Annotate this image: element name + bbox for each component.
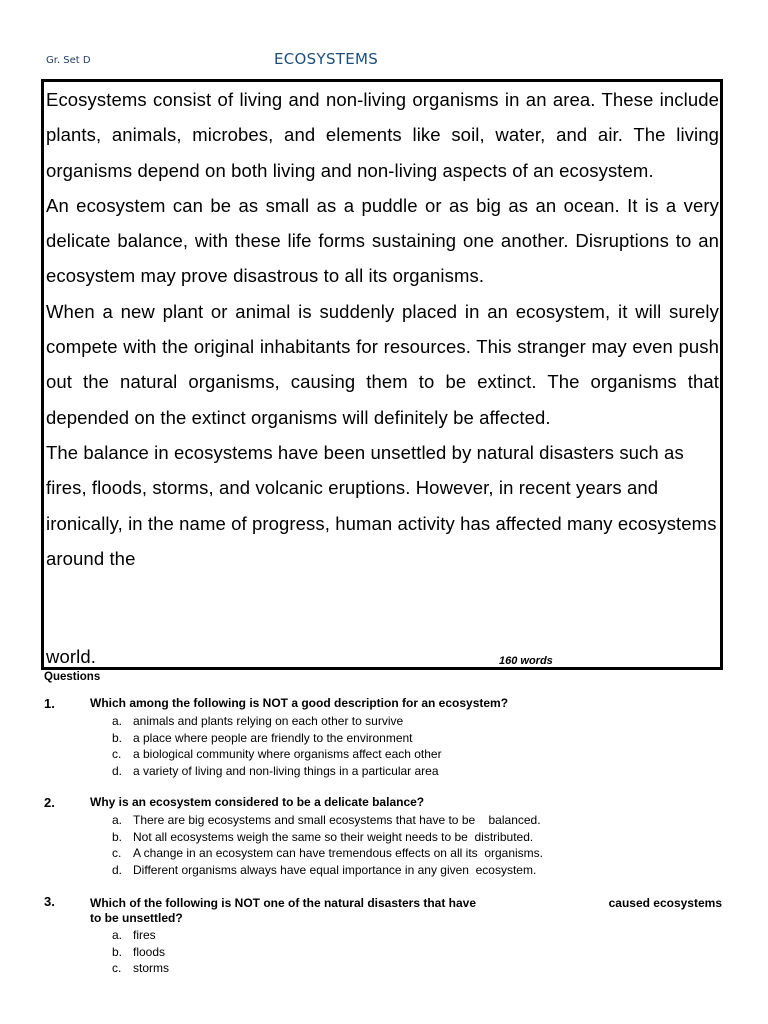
option-text: A change in an ecosystem can have tremendous effects on all its organisms.	[133, 846, 544, 860]
answer-option[interactable]	[112, 863, 536, 877]
answer-option[interactable]	[112, 731, 413, 745]
answer-option[interactable]	[112, 830, 533, 844]
question-text-part: to be unsettled?	[90, 911, 183, 925]
answer-option[interactable]	[112, 714, 403, 728]
answer-option[interactable]	[112, 747, 442, 761]
question-text-part: caused ecosystems	[608, 896, 722, 910]
option-text: floods	[133, 944, 166, 959]
option-text: Not all ecosystems weigh the same so their weight needs to be distributed.	[133, 829, 534, 844]
option-letter: c.	[112, 747, 122, 761]
option-letter: d.	[112, 763, 123, 778]
passage-paragraph: Ecosystems consist of living and non-living organisms in an area. These include plants, animals, microbes, and elements like soil, water, and air. The living organisms depend on both living and non-living aspects of an ecosystem.	[46, 89, 719, 181]
option-text: a variety of living and non-living things in a particular area	[133, 763, 439, 778]
passage-last-word: world.	[46, 646, 96, 667]
passage-paragraph: When a new plant or animal is suddenly placed in an ecosystem, it will surely compete with the original inhabitants for resources. This stranger may even push out the natural organisms, causing them to be extinct. The organisms that depended on the extinct organisms will definitely be affected.	[46, 300, 719, 428]
option-text: There are big ecosystems and small ecosystems that have to be balanced.	[133, 813, 541, 827]
option-letter: d.	[112, 862, 123, 877]
passage-paragraph: An ecosystem can be as small as a puddle or as big as an ocean. It is a very delicate balance, with these life forms sustaining one another. Disruptions to an ecosystem may prove disastrous to all its organisms.	[46, 194, 719, 287]
answer-option[interactable]	[112, 961, 169, 975]
option-text: animals and plants relying on each other to survive	[133, 714, 404, 728]
option-letter: b.	[112, 829, 123, 844]
option-text: a biological community where organisms affect each other	[133, 747, 442, 761]
option-letter: a.	[112, 714, 123, 728]
answer-option[interactable]	[112, 945, 165, 959]
answer-option[interactable]	[112, 764, 439, 778]
option-text: a place where people are friendly to the environment	[133, 730, 413, 745]
question-number: 1.	[44, 696, 55, 711]
question-number: 3.	[44, 894, 55, 909]
option-letter: b.	[112, 944, 123, 959]
answer-option[interactable]	[112, 928, 156, 942]
option-letter: a.	[112, 813, 123, 827]
passage-paragraph: The balance in ecosystems have been unsettled by natural disasters such as fires, floods, storms, and volcanic eruptions. However, in recent years and ironically, in the name of progress, human activity has affected many ecosystems around the	[46, 441, 717, 569]
word-count: 160 words	[499, 655, 553, 667]
question-number: 2.	[44, 795, 55, 810]
question-text: Why is an ecosystem considered to be a delicate balance?	[90, 795, 425, 809]
question-text-part: Which of the following is NOT one of the natural disasters that have	[90, 896, 477, 910]
option-letter: c.	[112, 961, 122, 975]
option-text: Different organisms always have equal importance in any given ecosystem.	[133, 862, 537, 877]
set-label: Gr. Set D	[46, 55, 91, 66]
answer-option[interactable]	[112, 813, 541, 827]
option-text: storms	[133, 961, 169, 975]
option-letter: c.	[112, 846, 122, 860]
option-letter: a.	[112, 928, 123, 942]
page-title: ECOSYSTEMS	[274, 50, 379, 68]
questions-heading: Questions	[44, 671, 101, 683]
option-letter: b.	[112, 730, 123, 745]
option-text: fires	[133, 928, 156, 942]
question-text: Which among the following is NOT a good description for an ecosystem?	[90, 696, 509, 710]
question-text	[90, 896, 722, 926]
passage-box	[41, 79, 723, 670]
answer-option[interactable]	[112, 846, 543, 860]
